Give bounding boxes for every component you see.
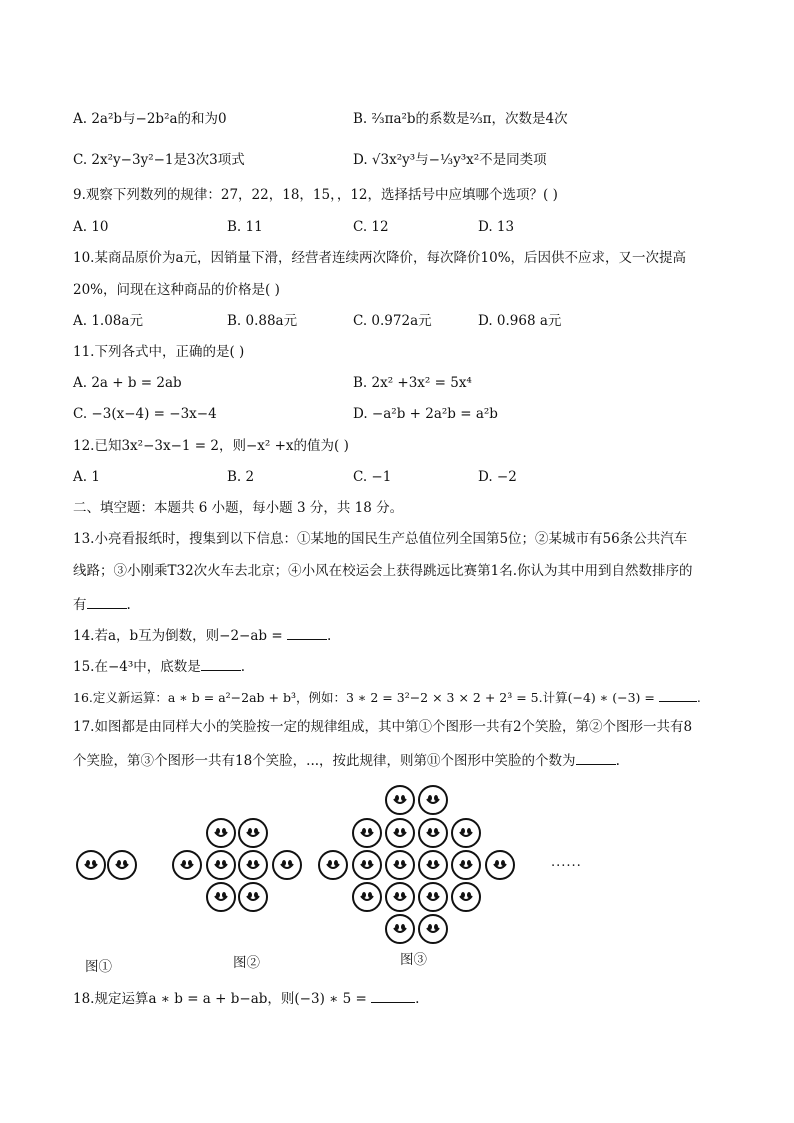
q8-option-b: B. ²⁄₃πa²b的系数是²⁄₃π，次数是4次 [353,111,568,127]
smiley-face-icon [385,850,415,880]
smiley-face-icon [418,914,448,944]
q12-option-b: B. 2 [227,469,255,485]
smiley-face-icon [451,850,481,880]
q11-option-b: B. 2x² +3x² = 5x⁴ [353,375,472,391]
q13-line3 [73,594,131,614]
answer-blank[interactable] [87,594,127,609]
smiley-face-icon [172,850,202,880]
q8-option-c: C. 2x²y−3y²−1是3次3项式 [73,152,245,168]
smiley-face-icon [76,850,106,880]
q10-option-b: B. 0.88a元 [227,313,298,329]
smiley-face-icon [385,818,415,848]
smiley-face-icon [418,850,448,880]
q9-option-c: C. 12 [353,219,389,235]
q18-text: 18.规定运算a ∗ b = a + b−ab，则(−3) ∗ 5 = [73,991,372,1007]
figure-ellipsis: ...... [551,855,582,870]
q16-end: . [696,690,701,705]
smiley-face-icon [385,882,415,912]
q14-text: 14.若a，b互为倒数，则−2−ab = [73,628,287,644]
q10-option-a: A. 1.08a元 [73,313,143,329]
figure-caption-2: 图② [233,955,260,971]
q17-line2-end: . [615,753,620,769]
smiley-face-icon [352,850,382,880]
smiley-face-icon [206,850,236,880]
q9-option-b: B. 11 [227,219,263,235]
q18-line [73,988,419,1008]
q13-line3-suffix: . [126,597,131,613]
answer-blank[interactable] [576,750,616,765]
q11-option-d: D. −a²b + 2a²b = a²b [353,406,498,422]
q10-stem-line1: 10.某商品原价为a元，因销量下滑，经营者连续两次降价，每次降价10%，后因供不应求，又一次提高 [73,250,687,266]
smiley-face-icon [107,850,137,880]
q8-option-a: A. 2a²b与−2b²a的和为0 [73,111,227,127]
figure-caption-3: 图③ [400,952,427,968]
q15-line [73,656,245,676]
q12-option-a: A. 1 [73,469,100,485]
smiley-face-icon [451,818,481,848]
figure-caption-1: 图① [85,959,112,975]
smiley-face-icon [418,882,448,912]
q12-option-c: C. −1 [353,469,392,485]
q17-line1: 17.如图都是由同样大小的笑脸按一定的规律组成，其中第①个图形一共有2个笑脸，第②个图形一共有8 [73,719,693,735]
q13-line1: 13.小亮看报纸时，搜集到以下信息：①某地的国民生产总值位列全国第5位；②某城市有56条公共汽车 [73,531,688,547]
q11-stem: 11.下列各式中，正确的是( ) [73,344,245,360]
smiley-face-icon [352,882,382,912]
smiley-face-icon [238,850,268,880]
q8-option-d: D. √3x²y³与−¹⁄₃y³x²不是同类项 [353,152,547,168]
q18-end: . [415,991,420,1007]
q13-line2: 线路；③小刚乘T32次火车去北京；④小风在校运会上获得跳远比赛第1名.你认为其中用到自然数排序的 [73,563,693,579]
smiley-face-icon [418,818,448,848]
smiley-face-icon [238,882,268,912]
q14-end: . [326,628,332,644]
q9-option-d: D. 13 [478,219,515,235]
smiley-face-icon [485,850,515,880]
q15-end: . [240,659,246,675]
q11-option-a: A. 2a + b = 2ab [73,375,182,391]
smiley-face-icon [385,914,415,944]
smiley-figures [0,780,794,980]
q15-text: 15.在−4³中，底数是 [73,659,201,675]
smiley-face-icon [206,818,236,848]
q10-option-d: D. 0.968 a元 [478,313,562,329]
answer-blank[interactable] [659,687,697,702]
answer-blank[interactable] [371,988,415,1003]
q12-stem: 12.已知3x²−3x−1 = 2，则−x² +x的值为( ) [73,438,349,454]
q17-line2 [73,750,620,770]
smiley-face-icon [451,882,481,912]
q9-option-a: A. 10 [73,219,109,235]
smiley-face-icon [385,785,415,815]
q10-option-c: C. 0.972a元 [353,313,432,329]
smiley-face-icon [418,785,448,815]
smiley-face-icon [352,818,382,848]
smiley-face-icon [206,882,236,912]
section-heading: 二、填空题：本题共 6 小题，每小题 3 分，共 18 分。 [73,500,404,516]
q16-text: 16.定义新运算：a ∗ b = a²−2ab + b³，例如：3 ∗ 2 = 3²−2 × 3 × 2 + 2³ = 5.计算(−4) ∗ (−3) = [73,690,659,705]
smiley-face-icon [318,850,348,880]
q16-line [73,687,701,707]
q9-stem: 9.观察下列数列的规律：27，22，18，15，，12，选择括号中应填哪个选项？( ) [73,187,558,203]
smiley-face-icon [272,850,302,880]
q12-option-d: D. −2 [478,469,517,485]
q13-line3-prefix: 有 [73,597,87,613]
q10-stem-line2: 20%，问现在这种商品的价格是( ) [73,282,280,298]
q11-option-c: C. −3(x−4) = −3x−4 [73,406,217,422]
answer-blank[interactable] [201,656,241,671]
answer-blank[interactable] [287,625,327,640]
q17-line2-text: 个笑脸，第③个图形一共有18个笑脸，...，按此规律，则第⑪个图形中笑脸的个数为 [73,753,576,769]
q14-line [73,625,331,645]
smiley-face-icon [238,818,268,848]
